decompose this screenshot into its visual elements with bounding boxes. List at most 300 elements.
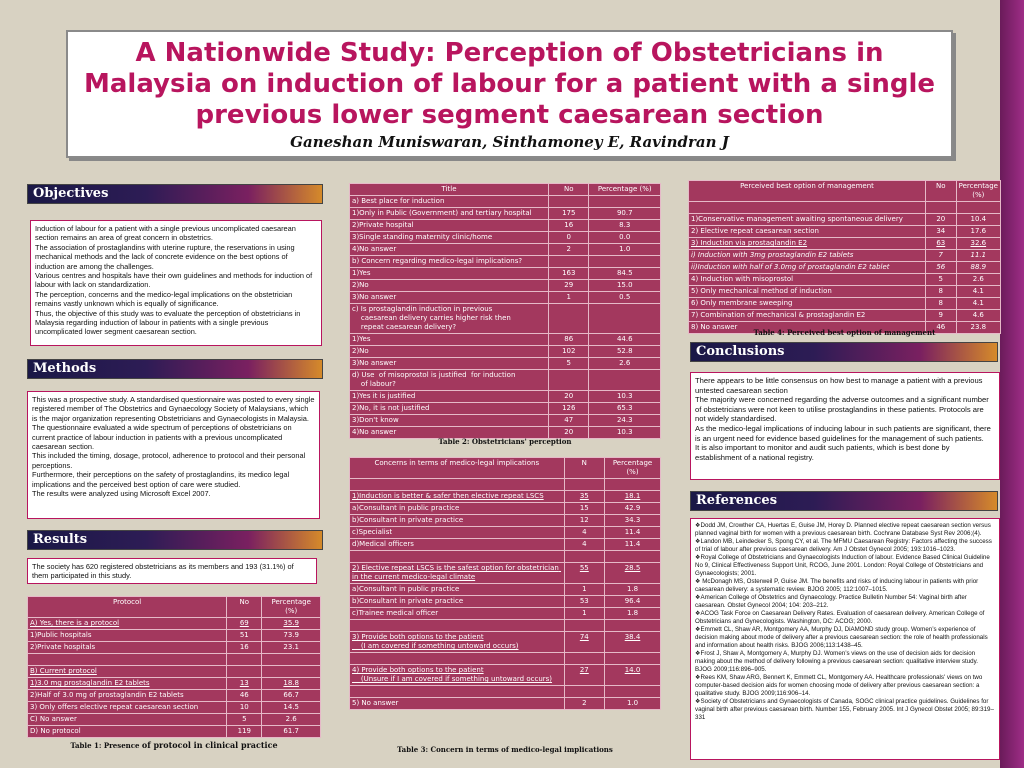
row-count: 63 [925,238,956,250]
table-header-cell: Perceived best option of management [689,181,926,202]
objectives-heading: Objectives [27,184,323,204]
row-label-text: 1)Yes it is justified [352,392,416,400]
row-count: 126 [549,403,589,415]
row-percentage: 18.8 [262,678,321,690]
table-row [689,310,1001,322]
reference-item: ❖Society of Obstetricians and Gynaecologists of Canada, SOGC clinical practice guidelines. Guidelines for vaginal birth after previous caesarean birth. Number 155, February 2005. Int J Gynecol Obstet 2005; 89:319–331 [695,698,994,721]
row-label-text: D) No protocol [30,727,81,735]
table-header-cell: Percentage (%) [589,184,661,196]
row-label [689,298,926,310]
table-header-cell: Concerns in terms of medico-legal implications [350,458,565,479]
row-label-text: a)Consultant in public practice [352,504,460,512]
reference-item: ❖ McDonagh MS, Osterweil P, Guise JM. The benefits and risks of inducing labour in patients with prior caesarean delivery: a systematic review. BJOG 2005; 112:1007–1015. [695,578,979,593]
row-label-text: b) Concern regarding medico-legal implications? [352,257,523,265]
table-row [350,346,661,358]
row-label [350,415,549,427]
row-label [350,653,565,665]
row-percentage: 2.6 [589,358,661,370]
row-percentage: 23.1 [262,642,321,654]
row-count: 2 [564,698,604,710]
row-count: 16 [549,220,589,232]
table-medico-legal [349,457,661,710]
row-count [564,653,604,665]
row-label [350,220,549,232]
table-row [28,666,321,678]
row-percentage [589,256,661,268]
reference-item: ❖Landon MB, Leindecker S, Spong CY, et al. The MFMU Caesarean Registry: Factors affecting the success of trial of labour after previous caesarean delivery. Am J Obstet Gynecol 2005; 193:1016–1023. [695,538,992,553]
row-count: 0 [549,232,589,244]
row-label-text: 2)No, it is not justified [352,404,430,412]
table-best-option [688,180,1001,334]
row-label [350,608,565,620]
paragraph: The results were analyzed using Microsoft Excel 2007. [32,489,211,499]
row-percentage [605,686,661,698]
row-label-text: 7) Combination of mechanical & prostaglandin E2 [691,311,866,319]
row-percentage: 0.0 [589,232,661,244]
row-count: 35 [564,491,604,503]
table-header-cell: No [925,181,956,202]
table-row [350,563,661,584]
row-percentage: 15.0 [589,280,661,292]
row-label-text [352,654,562,663]
row-label-text: 1)Induction is better & safer then elective repeat LSCS [352,492,544,500]
row-label [28,726,227,738]
row-label-text: C) No answer [30,715,77,723]
row-count: 27 [564,665,604,686]
row-count: 9 [925,310,956,322]
table-row [350,527,661,539]
row-count [549,304,589,334]
row-label [689,250,926,262]
table-row [28,630,321,642]
row-percentage: 10.3 [589,391,661,403]
row-label [350,620,565,632]
row-label-text [352,552,562,561]
row-label [350,632,565,653]
row-label-text: 2)Private hospital [352,221,414,229]
row-label-text: 2)Private hospitals [30,643,96,651]
table-header-cell: Percentage (%) [605,458,661,479]
table-header-row [350,184,661,196]
right-border-band [1000,0,1024,768]
row-label-text: 2)Half of 3.0 mg of prostaglandin E2 tablets [30,691,184,699]
table-row [350,370,661,391]
row-label-text: 4) Induction with misoprostol [691,275,794,283]
row-label [350,665,565,686]
row-label-text: 1)Yes [352,269,371,277]
row-percentage: 4.1 [956,298,1000,310]
row-count: 29 [549,280,589,292]
row-label [350,515,565,527]
row-percentage: 23.8 [956,322,1000,334]
row-count: 20 [549,391,589,403]
table3-caption: Table 3: Concern in terms of medico-legal implications [397,745,613,754]
row-count: 16 [227,642,262,654]
row-count: 46 [925,322,956,334]
row-label-text: B) Current protocol [30,667,97,675]
row-count: 163 [549,268,589,280]
table-row [28,618,321,630]
row-label-text: 4)No answer [352,428,397,436]
row-label [350,304,549,334]
paragraph: Various centres and hospitals have their own guidelines and methods for induction of labour with lack on standardization. [35,271,313,290]
row-percentage: 17.6 [956,226,1000,238]
results-heading: Results [27,530,323,550]
row-label [350,584,565,596]
row-percentage [605,551,661,563]
row-count: 12 [564,515,604,527]
row-count: 1 [549,292,589,304]
row-label [350,256,549,268]
row-label-text: 3)No answer [352,359,397,367]
table-header-row [350,458,661,479]
row-percentage: 0.5 [589,292,661,304]
methods-text [27,391,320,519]
row-percentage: 34.3 [605,515,661,527]
table-header-row [28,597,321,618]
row-label-text: 5) No answer [352,699,399,707]
row-label [350,334,549,346]
table-row [350,358,661,370]
row-label [350,292,549,304]
row-label-text: a) Best place for induction [352,197,445,205]
table-row [350,304,661,334]
table1-caption-a: Table 1: Presence [70,741,142,750]
row-label [350,491,565,503]
paragraph: It is also important to monitor and audit such patients, which is best done by establishment of a national registry. [695,443,950,462]
reference-item: ❖ACOG Task Force on Caesarean Delivery Rates. Evaluation of caesarean delivery. American College of Obstetricians and Gynecologists. Washington, DC: ACOG; 2000. [695,610,985,625]
conclusions-text [690,372,1000,480]
table-row [350,539,661,551]
table-row [689,274,1001,286]
reference-item: ❖Emmett CL, Shaw AR, Montgomery AA, Murphy DJ, DiAMOND study group. Women’s experience of decision making about mode of delivery after a previous caesarean section: the role of health professionals and information about health risks. BJOG 2006;113:1438–45. [695,626,988,649]
row-label [350,208,549,220]
row-percentage: 4.6 [956,310,1000,322]
row-percentage: 1.0 [589,244,661,256]
table-row [350,244,661,256]
table1-caption-b: of protocol in clinical practice [141,740,278,750]
row-label-text: c)Specialist [352,528,393,536]
row-label-text: 3)Single standing maternity clinic/home [352,233,493,241]
row-percentage [605,479,661,491]
row-label [350,527,565,539]
row-percentage: 11.1 [956,250,1000,262]
row-count: 5 [549,358,589,370]
row-label [350,596,565,608]
reference-item: ❖Rees KM, Shaw ARG, Bennert K, Emmett CL, Montgomery AA. Healthcare professionals' views on two computer-based decision aids for women choosing mode of delivery after previous caesarean section: a qualitative study. BJOG 2009;116:906–14. [695,674,983,697]
row-count: 4 [564,527,604,539]
row-count: 47 [549,415,589,427]
row-label [350,686,565,698]
row-count: 8 [925,298,956,310]
paragraph: The majority were concerned regarding the adverse outcomes and a significant number of obstetricians were not keen to utilise prostaglandins in these patients. Protocols are not widely standardised. [695,395,989,424]
row-label-text [30,655,224,664]
table-header-cell: No [227,597,262,618]
table-header-cell: Title [350,184,549,196]
row-percentage: 11.4 [605,539,661,551]
row-count: 2 [549,244,589,256]
row-label [350,403,549,415]
row-label-text: 4) Provide both options to the patient (Unsure if I am covered if something untoward occurs) [352,666,553,683]
row-count [227,654,262,666]
row-label [28,678,227,690]
table-row [689,214,1001,226]
row-percentage [605,653,661,665]
row-percentage: 61.7 [262,726,321,738]
row-label-text: A) Yes, there is a protocol [30,619,120,627]
table-row [350,515,661,527]
row-count: 5 [925,274,956,286]
row-percentage: 10.3 [589,427,661,439]
table-row [28,726,321,738]
row-label-text: 2)No [352,347,369,355]
row-percentage: 84.5 [589,268,661,280]
table-row [350,608,661,620]
row-count [549,370,589,391]
results-text: The society has 620 registered obstetricians as its members and 193 (31.1%) of them participated in this study. [27,558,317,584]
row-label-text: 3)No answer [352,293,397,301]
table-header-cell: Percentage (%) [956,181,1000,202]
paragraph: The perception, concerns and the medico-legal implications on the obstetrician remains vastly unknown which is equally of significance. [35,289,293,309]
table-row [350,686,661,698]
row-count: 119 [227,726,262,738]
table-header-row [689,181,1001,202]
row-percentage: 73.9 [262,630,321,642]
row-count [549,196,589,208]
row-percentage: 32.6 [956,238,1000,250]
table-row [350,334,661,346]
row-count [564,551,604,563]
row-count [564,479,604,491]
row-percentage: 14.0 [605,665,661,686]
table-row [689,250,1001,262]
paragraph: There appears to be little consensus on how best to manage a patient with a previous untested caesarean section [695,376,983,395]
table-row [28,714,321,726]
row-label [350,479,565,491]
table1-caption [27,740,321,750]
row-count: 1 [564,584,604,596]
row-label [350,503,565,515]
row-label [28,690,227,702]
reference-item: ❖Frost J, Shaw A, Montgomery A, Murphy DJ. Women’s views on the use of decision aids for decision making about the method of delivery following a previous caesarean section: qualitative interview study. BJOG 2009;116:896–905. [695,650,978,673]
table-row [350,220,661,232]
table-row [350,653,661,665]
row-percentage [589,370,661,391]
table-header-cell: N [564,458,604,479]
row-percentage [956,202,1000,214]
table-row [350,268,661,280]
paragraph: This included the timing, dosage, protocol, adherence to protocol and their personal perceptions. [32,451,306,470]
row-percentage: 28.5 [605,563,661,584]
row-label-text [352,621,562,630]
table-header-cell: Percentage (%) [262,597,321,618]
row-label-text: 5) Only mechanical method of induction [691,287,832,295]
table-row [689,298,1001,310]
row-percentage: 65.3 [589,403,661,415]
row-label [689,226,926,238]
row-label [350,244,549,256]
row-percentage: 44.6 [589,334,661,346]
row-percentage: 1.0 [605,698,661,710]
row-count: 55 [564,563,604,584]
row-count: 34 [925,226,956,238]
row-percentage: 2.6 [956,274,1000,286]
row-label-text [352,480,562,489]
row-percentage: 2.6 [262,714,321,726]
row-label-text: 1)Public hospitals [30,631,92,639]
row-label-text: a)Consultant in public practice [352,585,460,593]
row-percentage: 66.7 [262,690,321,702]
row-percentage: 96.4 [605,596,661,608]
table-row [350,632,661,653]
row-percentage: 18.1 [605,491,661,503]
row-label-text: 3) Induction via prostaglandin E2 [691,239,808,247]
table-row [350,391,661,403]
row-label [689,238,926,250]
row-percentage: 1.8 [605,584,661,596]
row-label [689,202,926,214]
row-count [564,686,604,698]
reference-item: ❖American College of Obstetrics and Gynaecology. Practice Bulletin Number 54: Vaginal birth after caesarean. Obstet Gynecol 2004; 104: 203–212. [695,594,967,609]
row-label-text: ii)Induction with half of 3.0mg of prostaglandin E2 tablet [691,263,890,271]
row-label [350,196,549,208]
table-row [350,232,661,244]
table-row [350,415,661,427]
row-label-text: 6) Only membrane sweeping [691,299,793,307]
row-label [28,642,227,654]
table-row [350,584,661,596]
row-count: 7 [925,250,956,262]
row-label [350,698,565,710]
table-row [350,665,661,686]
row-label [28,666,227,678]
row-label [350,551,565,563]
row-label-text: d) Use of misoprostol is justified for induction of labour? [352,371,516,388]
paragraph: Furthermore, their perceptions on the safety of prostaglandins, its medico legal implications and the perceived best option of care were studied. [32,470,290,489]
row-label [689,274,926,286]
row-count: 13 [227,678,262,690]
row-label-text: c)Trainee medical officer [352,609,439,617]
row-label-text [691,203,923,212]
row-count: 20 [925,214,956,226]
row-label [350,358,549,370]
row-percentage: 1.8 [605,608,661,620]
objectives-text [30,220,322,346]
table-row [350,491,661,503]
table-row [28,702,321,714]
table-row [350,620,661,632]
row-label-text: 2) Elective repeat caesarean section [691,227,819,235]
row-percentage [589,196,661,208]
row-percentage: 4.1 [956,286,1000,298]
row-label [689,214,926,226]
table-header-cell: No [549,184,589,196]
methods-heading: Methods [27,359,323,379]
table-row [350,292,661,304]
row-percentage [589,304,661,334]
table-row [689,202,1001,214]
row-count: 175 [549,208,589,220]
row-label [350,563,565,584]
row-label [350,280,549,292]
row-percentage: 8.3 [589,220,661,232]
table-row [350,596,661,608]
table-row [689,238,1001,250]
row-count: 102 [549,346,589,358]
row-percentage: 88.9 [956,262,1000,274]
row-label-text: i) Induction with 3mg prostaglandin E2 tablets [691,251,854,259]
row-count [564,620,604,632]
table-row [28,642,321,654]
table-row [28,690,321,702]
paragraph: The association of prostaglandins with uterine rupture, the reservations in using mechanical methods and the lack of concrete evidence on the best options of induction are among the challenges. [35,242,295,271]
row-label-text: 1)Only in Public (Government) and tertiary hospital [352,209,532,217]
row-count: 46 [227,690,262,702]
poster-authors: Ganeshan Muniswaran, Sinthamoney E, Ravindran J [290,133,729,151]
row-label-text: 3)Don't know [352,416,399,424]
row-percentage: 35.9 [262,618,321,630]
row-count: 10 [227,702,262,714]
row-count [925,202,956,214]
row-count: 20 [549,427,589,439]
row-percentage: 52.8 [589,346,661,358]
row-count: 8 [925,286,956,298]
row-label [28,618,227,630]
row-label-text [352,687,562,696]
row-label [689,286,926,298]
row-label [350,370,549,391]
reference-item: ❖Royal College of Obstetricians and Gynaecologists Induction of labour. Evidence Based Clinical Guideline No 9, Clinical Effectiveness Support Unit, RCOG, June 2001. London: Royal College of Obstetricians and Gynaecologists; 2001. [695,554,990,577]
table-protocol [27,596,321,738]
row-label-text: 1)Conservative management awaiting spontaneous delivery [691,215,903,223]
table-row [350,551,661,563]
row-label [350,539,565,551]
table-row [350,479,661,491]
conclusions-heading: Conclusions [690,342,998,362]
table-row [350,196,661,208]
row-label-text: b)Consultant in private practice [352,516,464,524]
row-percentage [605,620,661,632]
references-list [690,518,1000,760]
table-row [350,280,661,292]
row-label-text: 1)Yes [352,335,371,343]
row-label [689,262,926,274]
table-row [28,654,321,666]
row-percentage [262,654,321,666]
table-row [350,403,661,415]
table-row [689,286,1001,298]
row-label [350,268,549,280]
row-percentage: 10.4 [956,214,1000,226]
table2-caption: Table 2: Obstetricians' perception [438,437,572,446]
row-label [350,232,549,244]
row-count: 51 [227,630,262,642]
table-perception [349,183,661,439]
row-count: 86 [549,334,589,346]
row-percentage: 24.3 [589,415,661,427]
poster-title: A Nationwide Study: Perception of Obstetricians in Malaysia on induction of labour for a patient with a single previous lower segment caesarean section [83,38,936,130]
row-label-text: d)Medical officers [352,540,414,548]
paragraph: As the medico-legal implications of inducing labour in such patients are significant, there is an urgent need for evidence based guidelines for the management of such patients. [695,423,991,443]
row-label [28,630,227,642]
row-label [28,654,227,666]
table-row [350,208,661,220]
row-label-text: b)Consultant in private practice [352,597,464,605]
row-label-text: 2) Elective repeat LSCS is the safest option for obstetrician in the current medico-legal climate [352,564,562,581]
row-label-text: 1)3.0 mg prostaglandin E2 tablets [30,679,150,687]
row-label-text: 3) Only offers elective repeat caesarean section [30,703,199,711]
table-row [28,678,321,690]
